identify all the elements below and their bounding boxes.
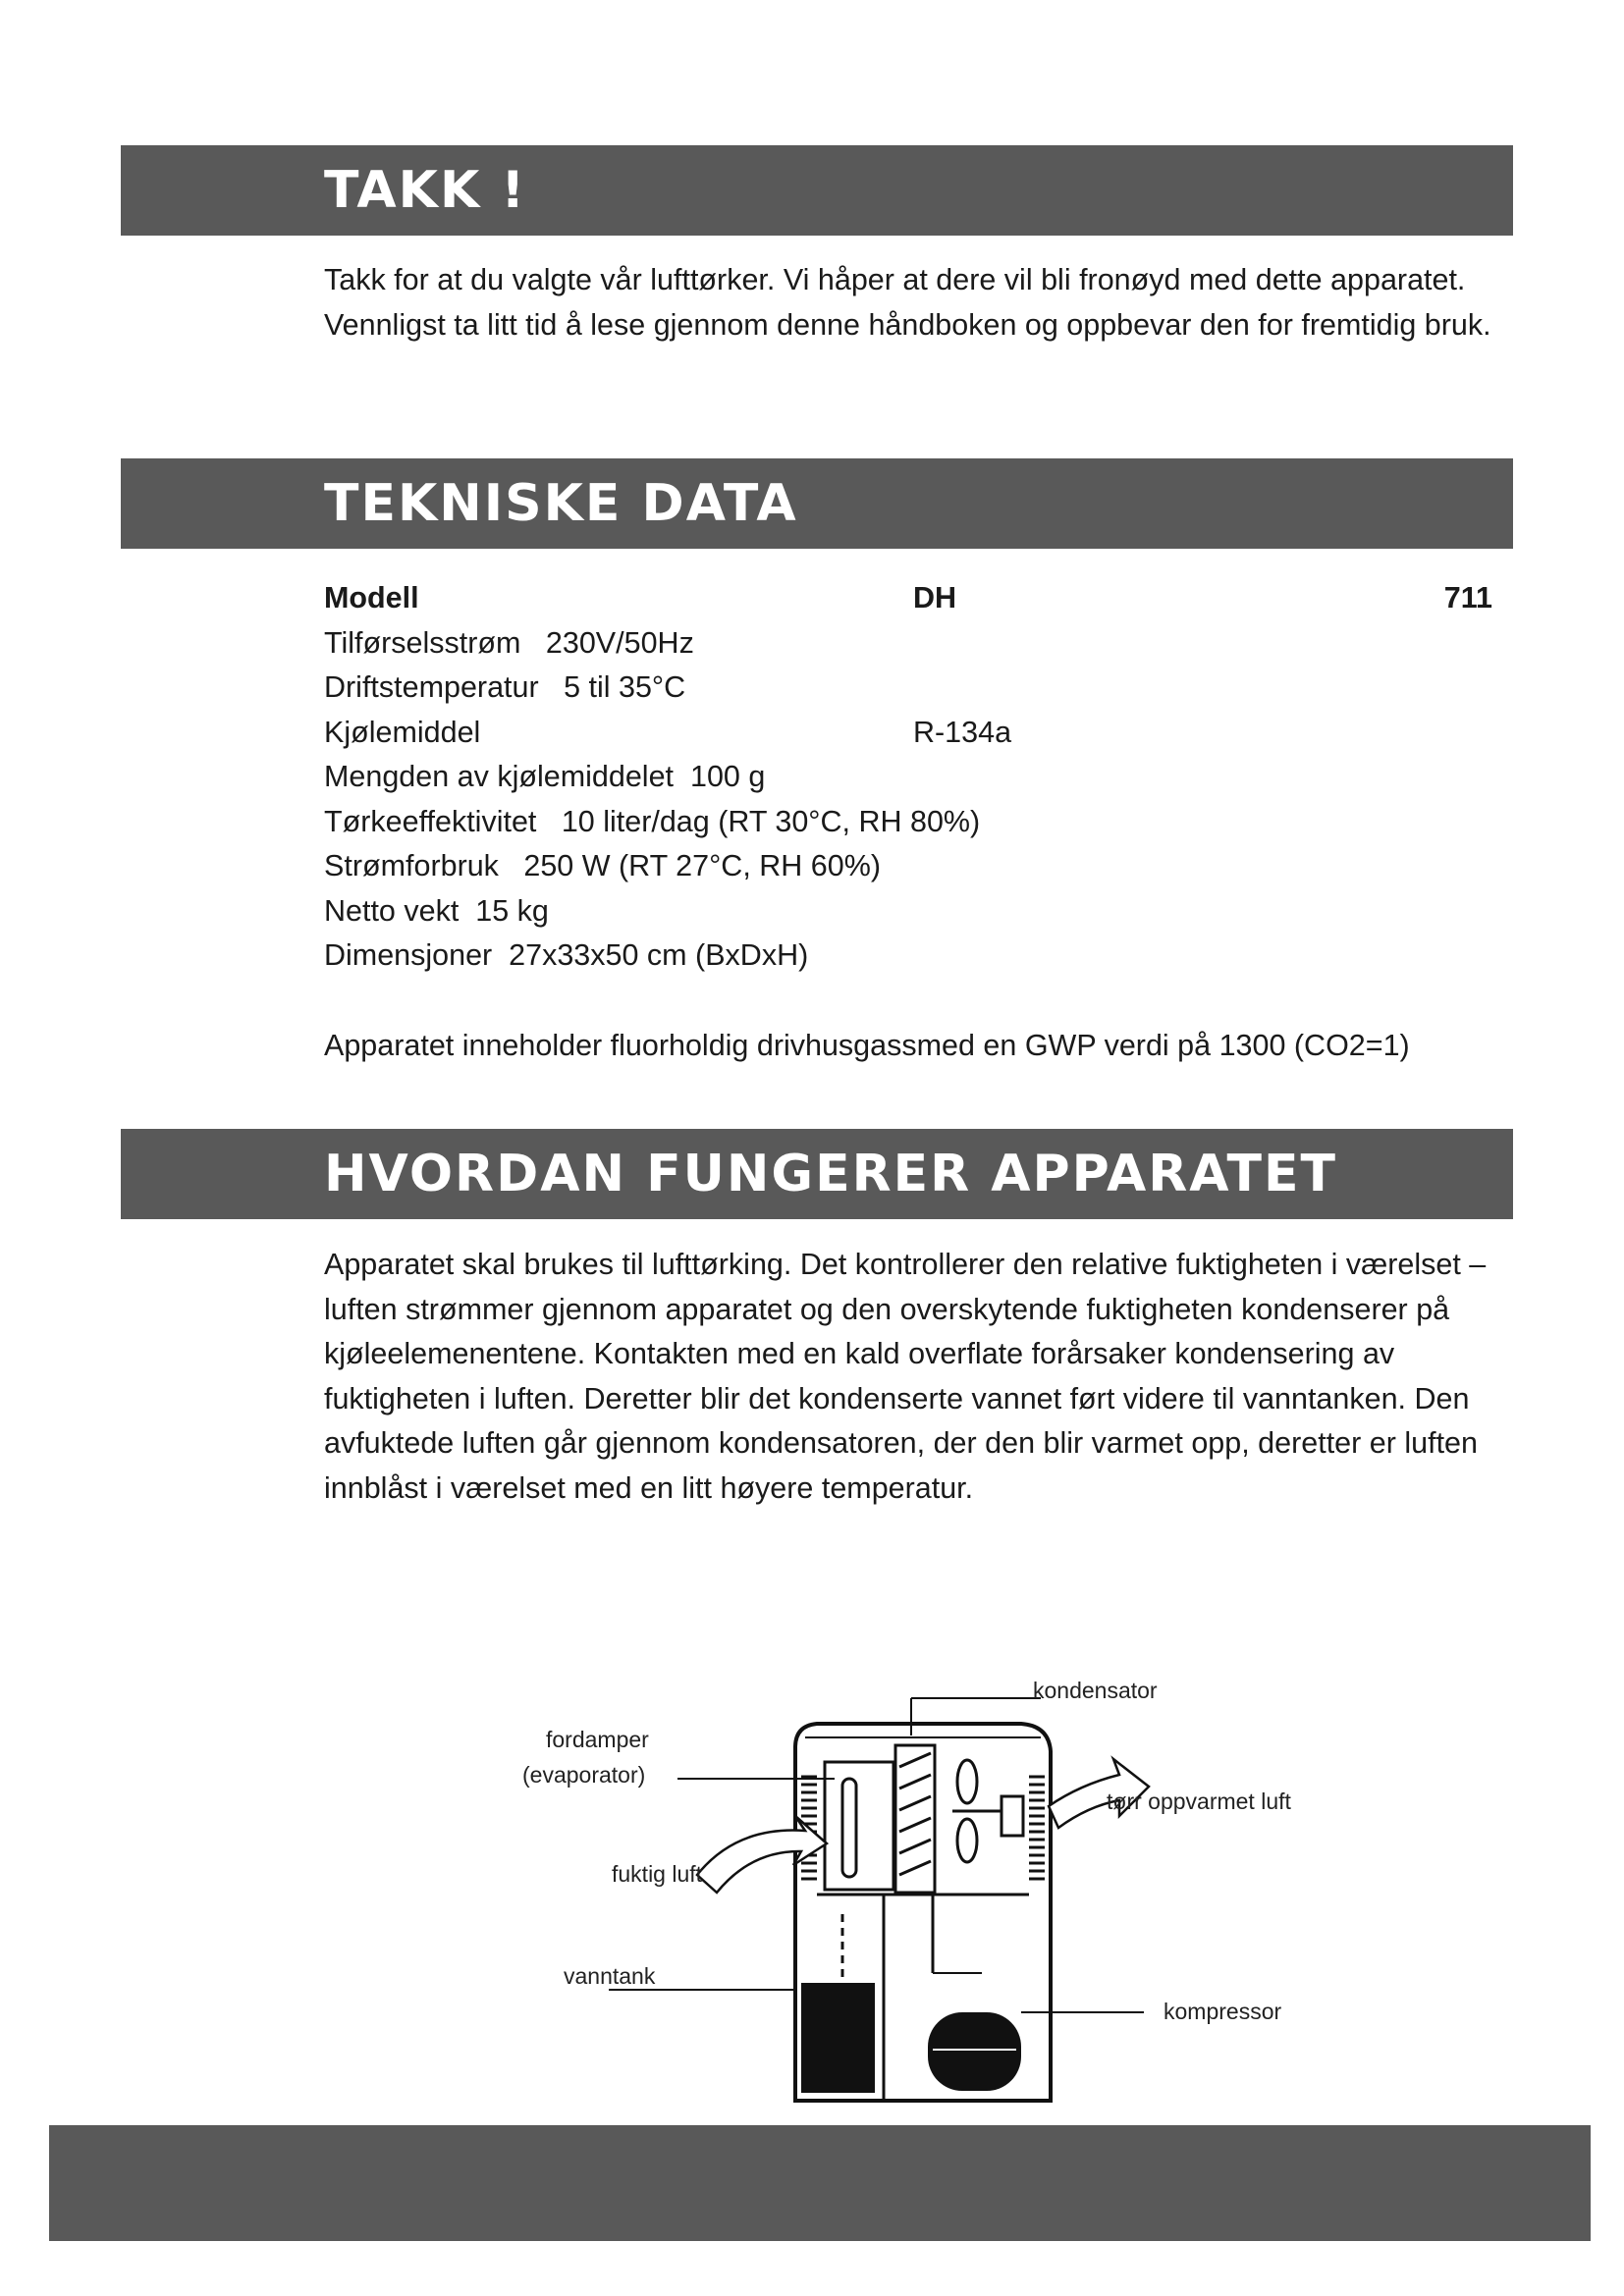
spec-value: 5 til 35°C xyxy=(564,670,686,704)
air-in-arrow xyxy=(697,1816,827,1893)
compressor xyxy=(928,2012,1021,2091)
spec-value: R-134a xyxy=(913,715,1012,749)
spec-value: 100 g xyxy=(689,760,766,793)
spec-value: 250 W (RT 27°C, RH 60%) xyxy=(523,849,881,882)
spec-row xyxy=(324,800,1532,845)
gwp-note: Apparatet inneholder fluorholdig drivhusgassmed en GWP verdi på 1300 (CO2=1) xyxy=(324,1029,1410,1062)
section-title-thanks: TAKK ! xyxy=(324,161,527,220)
section-title-how: HVORDAN FUNGERER APPARATET xyxy=(324,1145,1337,1203)
thanks-paragraph: Takk for at du valgte vår lufttørker. Vi håper at dere vil bli fronøyd med dette apparatet. Vennligst ta litt tid å lese gjennom denne håndboken og oppbevar den for fremtidig bruk. xyxy=(324,263,1491,342)
footer-bar xyxy=(49,2125,1591,2241)
section-title-tech: TEKNISKE DATA xyxy=(324,474,798,533)
label-fordamper: fordamper xyxy=(546,1727,649,1752)
model-prefix: DH xyxy=(913,581,957,614)
header-bar-thanks xyxy=(121,145,1513,236)
spec-label: Netto vekt xyxy=(324,893,460,928)
fan xyxy=(952,1760,1023,1862)
label-evaporator: (evaporator) xyxy=(522,1762,646,1788)
spec-row xyxy=(324,666,1532,711)
spec-label: Driftstemperatur xyxy=(324,670,539,704)
spec-value: 230V/50Hz xyxy=(545,625,694,660)
spec-label: Kjølemiddel xyxy=(324,715,481,749)
header-bar-tech xyxy=(121,458,1513,549)
spec-row xyxy=(324,621,1532,667)
spec-row xyxy=(324,934,1532,979)
evaporator-block xyxy=(825,1762,893,1890)
how-paragraph: Apparatet skal brukes til lufttørking. Det kontrollerer den relative fuktigheten i værelset – luften strømmer gjennom apparatet og den overskytende fuktigheten kondenserer på kjøleelemenentene. Kontakten med en kald overflate forårsaker kondensering av fuktigheten i luften. Deretter blir det kondenserte vannet ført videre til vanntanken. Den avfuktede luften går gjennom kondensatoren, der den blir varmet opp, deretter er luften innblåst i værelset med en litt høyere temperatur. xyxy=(324,1248,1487,1505)
label-dry-warm-air: tørr oppvarmet luft xyxy=(1107,1789,1291,1814)
spec-label: Strømforbruk xyxy=(324,849,499,882)
header-bar-how xyxy=(121,1129,1513,1219)
spec-label: Dimensjoner xyxy=(324,938,493,972)
spec-row xyxy=(324,889,1532,934)
spec-table xyxy=(324,576,1532,979)
condenser-fins xyxy=(899,1753,931,1875)
spec-model-row xyxy=(324,576,1532,621)
spec-label: Tørkeeffektivitet xyxy=(324,804,537,838)
spec-row xyxy=(324,844,1532,889)
spec-label: Tilførselsstrøm xyxy=(324,625,521,660)
spec-label: Mengden av kjølemiddelet xyxy=(324,760,675,793)
spec-value: 15 kg xyxy=(475,893,549,928)
model-number: 711 xyxy=(1443,581,1492,614)
dehumidifier-diagram xyxy=(471,1669,1355,2120)
label-compressor: kompressor xyxy=(1164,1999,1282,2024)
evaporator-tube xyxy=(842,1779,856,1877)
model-label: Modell xyxy=(324,581,419,614)
water-tank xyxy=(801,1983,875,2093)
spec-value: 27x33x50 cm (BxDxH) xyxy=(509,938,809,972)
right-coil xyxy=(1029,1777,1045,1879)
spec-row xyxy=(324,711,1532,756)
label-kondensator: kondensator xyxy=(1033,1678,1158,1703)
spec-row xyxy=(324,755,1532,800)
label-moist-air: fuktig luft xyxy=(612,1861,703,1887)
spec-value: 10 liter/dag (RT 30°C, RH 80%) xyxy=(561,804,981,838)
label-water-tank: vanntank xyxy=(564,1963,656,1989)
